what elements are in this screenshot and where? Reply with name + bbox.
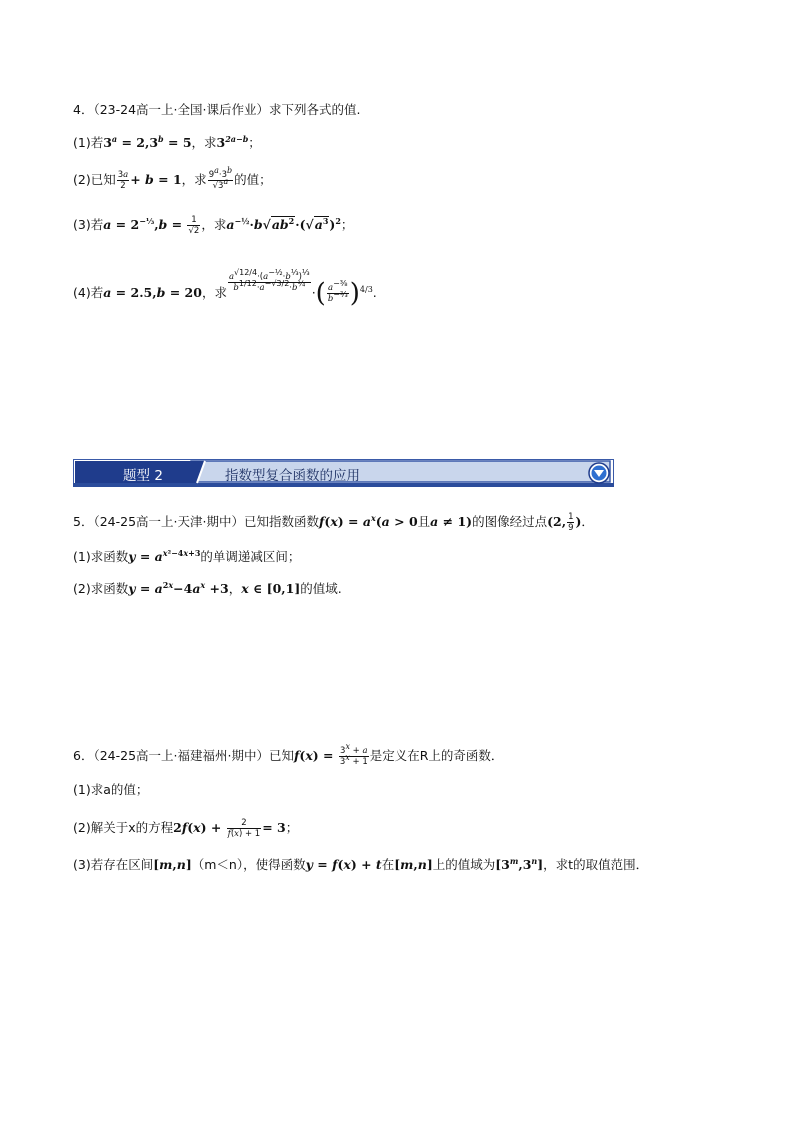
section-title: 指数型复合函数的应用 bbox=[225, 468, 360, 484]
problem-5-part-1: (1)求函数$y = a^{x^2-4x+3}$的单调递减区间； bbox=[73, 547, 301, 564]
section-label: 题型 2 bbox=[123, 468, 163, 484]
problem-source: （24-25高一上·天津·期中） bbox=[93, 514, 244, 529]
problem-4-part-1: (1)若$3^a = 2,3^b = 5$，求$3^{2a-b}$； bbox=[73, 133, 261, 150]
problem-stem: 求下列各式的值. bbox=[268, 102, 361, 117]
problem-4-part-2: (2)已知 $\frac{3a}{2}$ + b = 1，求 $\frac{9^a\cdot 3^b}{√3^a}$ 的值； bbox=[73, 166, 272, 191]
problem-6-part-1: (1)求a的值； bbox=[73, 782, 149, 797]
problem-5-part-2: (2)求函数$y = a^{2x}-4a^x +3$，x ∈ [0,1]的值域. bbox=[73, 579, 342, 596]
problem-number: 4． bbox=[73, 102, 94, 117]
problem-6-part-3: (3)若存在区间[m,n]（m＜n），使得函数y = f(x) + t在[m,n]上的值域为[3$^m$,3$^n$]，求t的取值范围． bbox=[73, 855, 649, 872]
problem-number: 6． bbox=[73, 748, 94, 763]
problem-6-part-2: (2)解关于x的方程2f(x) + $\frac{2}{f(x) + 1}$ = 3； bbox=[73, 818, 299, 839]
problem-source: （23-24高一上·全国·课后作业） bbox=[93, 102, 269, 117]
section-banner bbox=[73, 459, 614, 487]
problem-4-stem bbox=[73, 101, 360, 119]
problem-4-part-4: (4)若a = 2.5,b = 20，求 $\frac{a^{√12/4}\cdot(a^{-\frac{1}{2}}\cdot b^{\frac{1}{3}})^{\frac{1}{3}}}{b^{1/12}\cdot a^{-√3/2}\cdot b^{\frac{1}{4}}}$ ·( $\frac{a^{-\frac{3}{8}}}{b^{-\frac{2}{3}}}$ )$^{4/3}$. bbox=[73, 268, 377, 309]
problem-5-stem: 5．（24-25高一上·天津·期中）已知指数函数$f(x) = a^x(a > 0$且a ≠ 1)的图像经过点(2, $\frac{1}{9}$ )． bbox=[73, 512, 594, 533]
problem-number: 5． bbox=[73, 514, 94, 529]
problem-source: （24-25高一上·福建福州·期中） bbox=[93, 748, 269, 763]
problem-6-stem: 6．（24-25高一上·福建福州·期中）已知f(x) = $\frac{3^x + a}{3^x + 1}$ 是定义在R上的奇函数． bbox=[73, 742, 504, 767]
chevron-down-icon[interactable] bbox=[588, 462, 610, 484]
problem-4-part-3: (3)若$a = 2^{-\frac{1}{3}},b$ = $\frac{1}{√2}$ ，求$a^{-\frac{1}{2}}\cdot b√ab^2\cdot(√a^3)^2$； bbox=[73, 215, 354, 236]
